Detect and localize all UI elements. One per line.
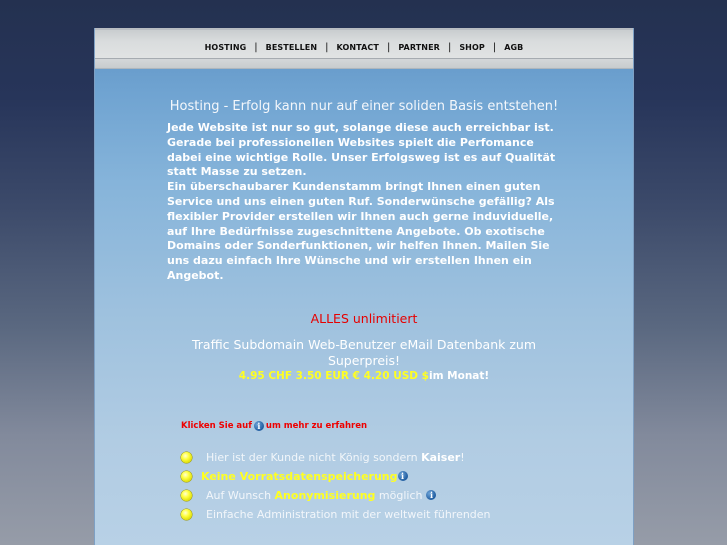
intro-paragraph-1: Jede Website ist nur so gut, solange diese auch erreichbar ist. Gerade bei professionellen Websites spielt die Perfomance dabei eine wichtige Rolle. Unser Erfolgsweg ist es auf Qualität statt Masse zu setzen.: [167, 121, 556, 179]
intro-text: [167, 121, 561, 284]
nav-subband: [95, 58, 633, 69]
info-hint: [181, 420, 561, 432]
nav-partner[interactable]: PARTNER: [398, 42, 440, 52]
nav-kontact[interactable]: KONTACT: [336, 42, 379, 52]
nav-separator: |: [492, 41, 497, 53]
list-item: [178, 467, 561, 486]
hint-after: um mehr zu erfahren: [265, 420, 368, 431]
bullet-icon: [181, 509, 192, 520]
prices-line: [167, 369, 561, 383]
nav-separator: |: [325, 41, 329, 53]
info-icon[interactable]: i: [398, 471, 408, 481]
price-usd: 4.20 USD $: [363, 369, 429, 382]
bullet-text: Hier ist der Kunde nicht König sondern Kaiser!: [206, 450, 465, 464]
nav-bestellen[interactable]: BESTELLEN: [265, 42, 318, 52]
features-text: Traffic Subdomain Web-Benutzer eMail Datenbank zum Superpreis!: [191, 336, 537, 368]
list-item: [181, 486, 561, 505]
nav-separator: |: [386, 41, 391, 53]
price-chf: 4.95 CHF: [238, 369, 293, 382]
nav-hosting[interactable]: HOSTING: [204, 42, 247, 52]
nav-agb[interactable]: AGB: [504, 42, 524, 52]
bullet-highlight: Keine Vorratsdatenspeicherung: [201, 469, 398, 483]
page-container: [94, 28, 634, 545]
info-icon[interactable]: i: [426, 490, 436, 500]
list-item: [181, 505, 561, 524]
bullet-icon: [181, 490, 192, 501]
nav-separator: |: [254, 41, 258, 53]
bullet-text: Auf Wunsch Anonymisierung möglich: [206, 488, 423, 502]
nav-shop[interactable]: SHOP: [459, 42, 485, 52]
unlimited-heading: ALLES unlimitiert: [310, 310, 418, 326]
intro-paragraph-2: Ein überschaubarer Kundenstamm bringt Ihnen einen guten Service und uns einen guten Ruf. Sonderwünsche gefällig? Als flexibler Provider erstellen wir Ihnen auch gerne induviduelle, auf Ihre Bedürfnisse zugeschnittene Angebote. Ob exotische Domains oder Sonderfunktionen, wir helfen Ihnen. Mailen Sie uns dazu einfach Ihre Wünsche und wir erstellen Ihnen ein Angebot.: [167, 180, 555, 282]
nav-separator: |: [447, 41, 452, 53]
price-suffix: im Monat!: [428, 369, 490, 382]
info-icon[interactable]: i: [254, 421, 264, 431]
main-content: [95, 69, 561, 524]
feature-list: [181, 448, 561, 524]
list-item: [181, 448, 561, 467]
bullet-icon: [181, 471, 192, 482]
price-eur: 3.50 EUR €: [295, 369, 360, 382]
bullet-text: Einfache Administration mit der weltweit führenden: [206, 507, 491, 521]
hint-before: Klicken Sie auf: [181, 420, 252, 431]
top-navigation: [95, 28, 633, 58]
bullet-icon: [181, 452, 192, 463]
page-title: Hosting - Erfolg kann nur auf einer soliden Basis entstehen!: [169, 99, 559, 114]
